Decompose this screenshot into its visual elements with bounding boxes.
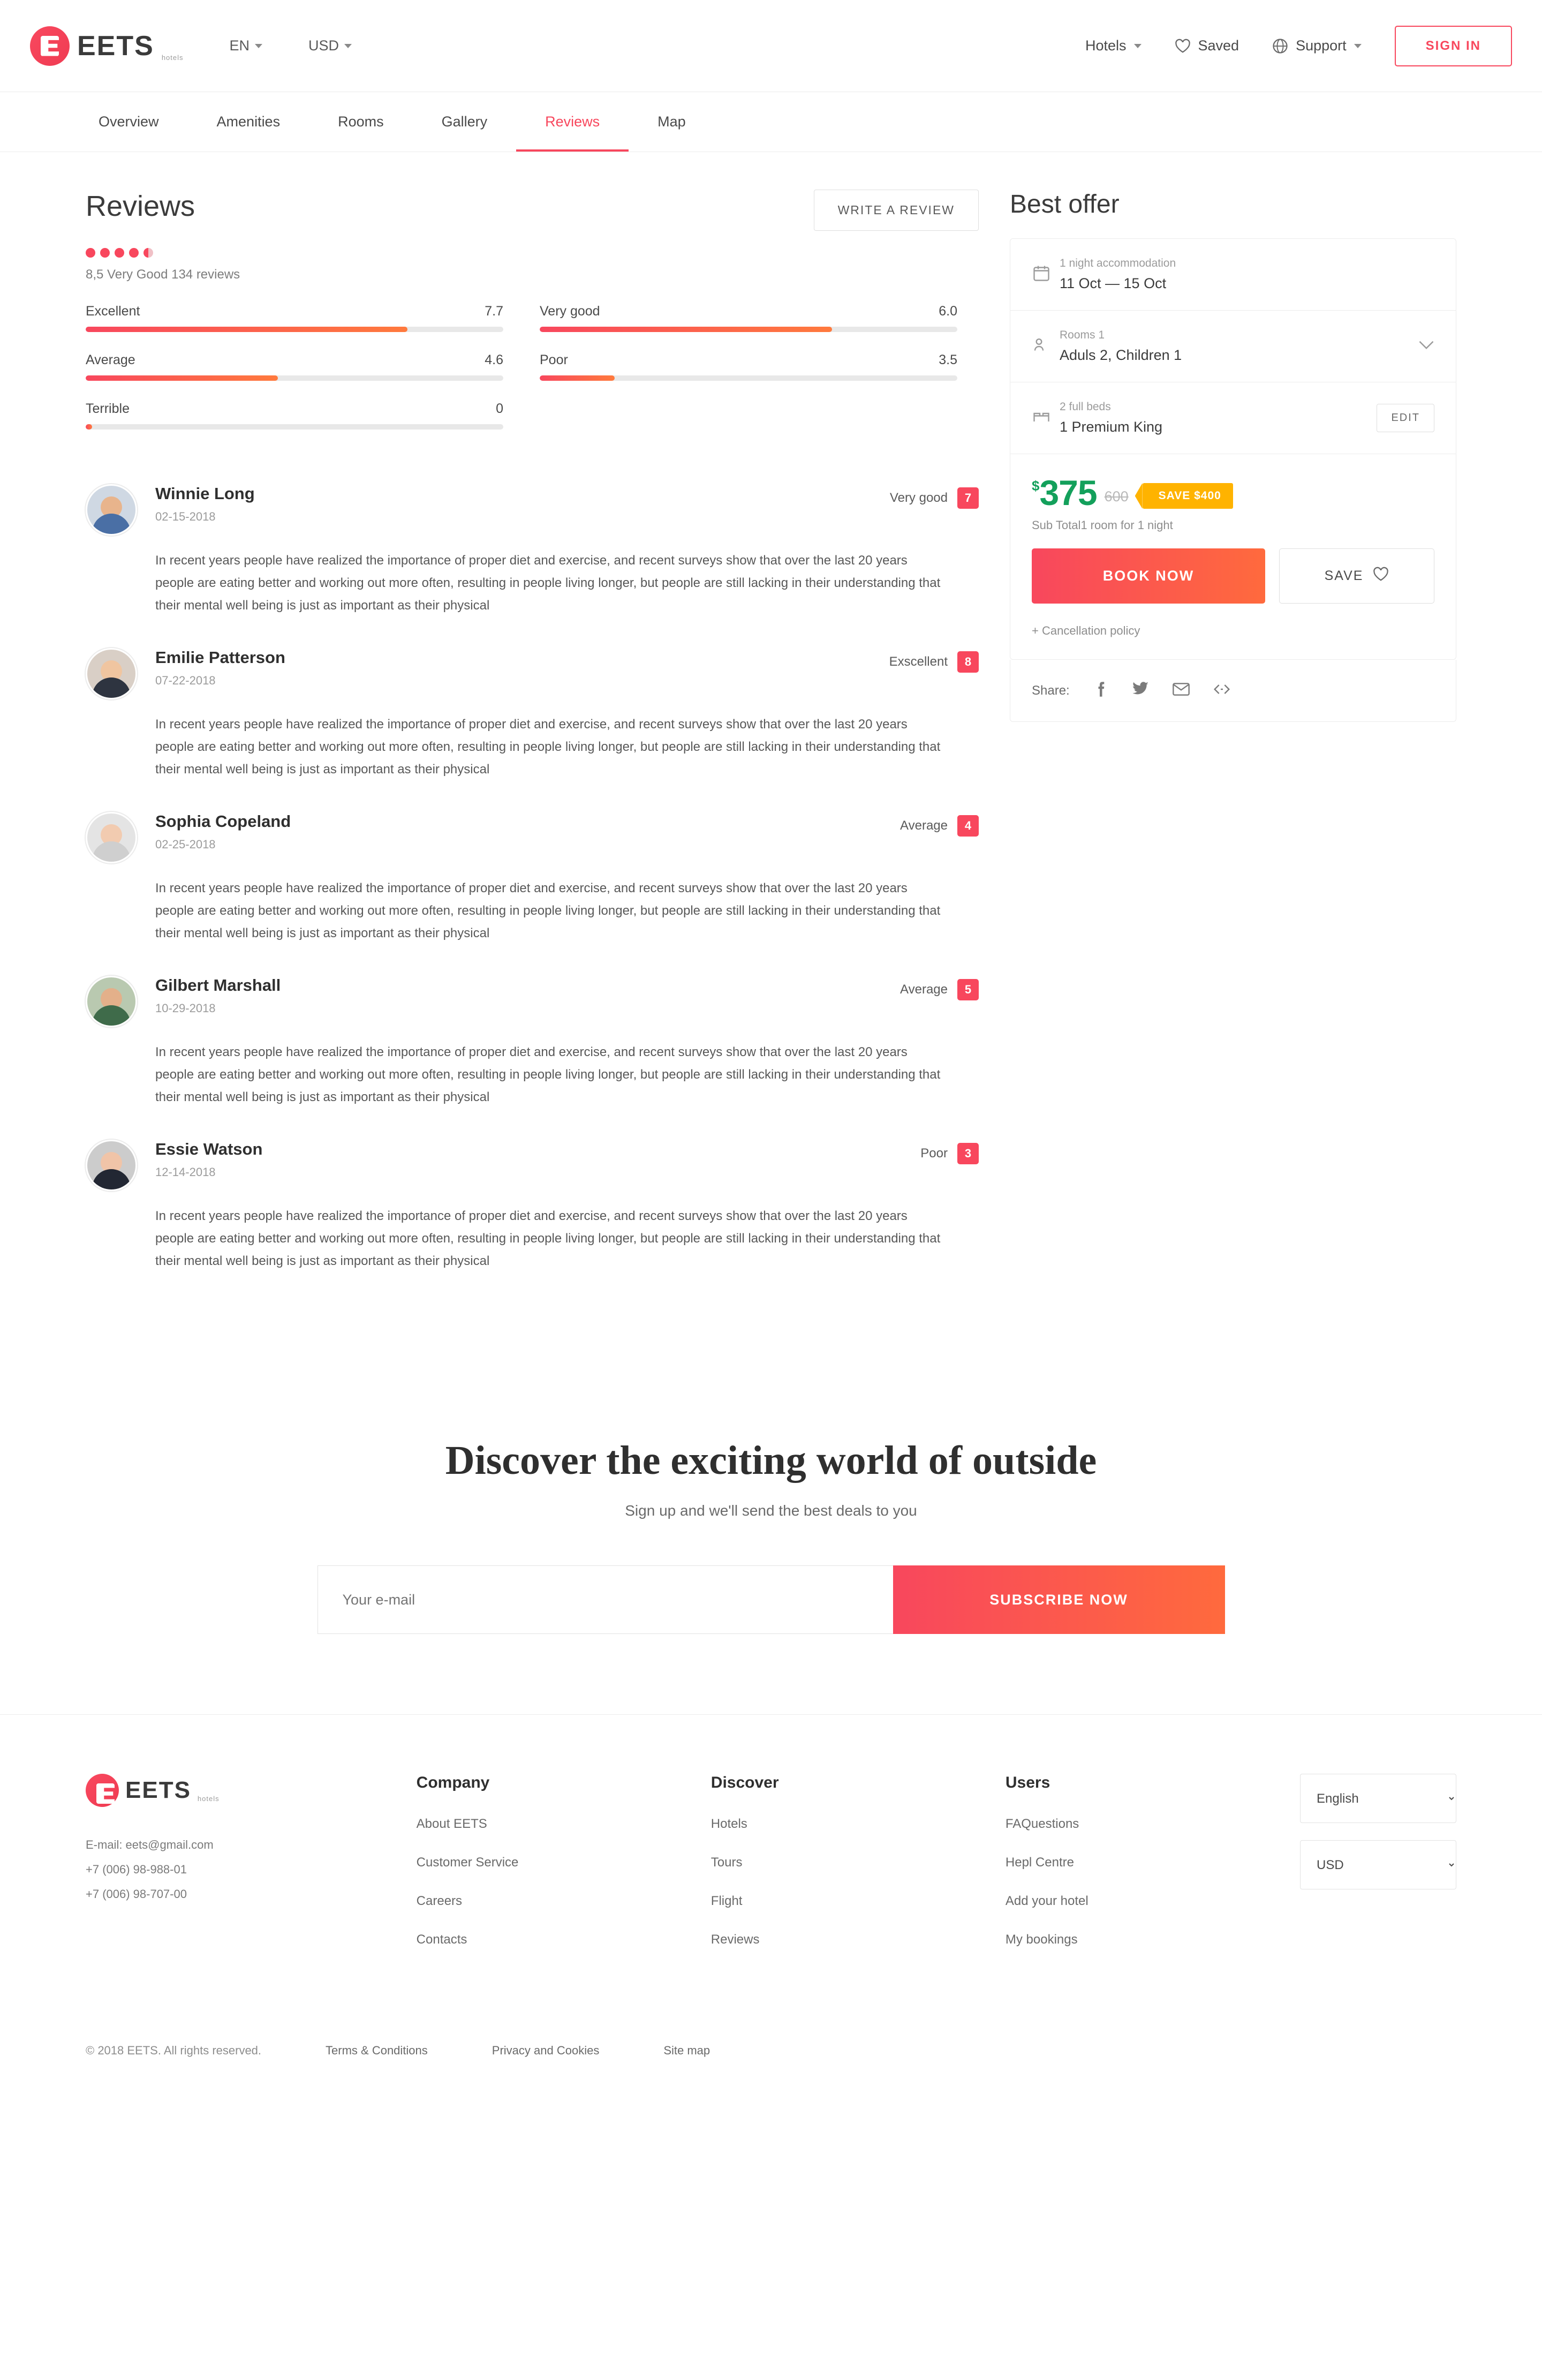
- footer-logo-text: EETS: [125, 1777, 191, 1803]
- subtotal-text: Sub Total1 room for 1 night: [1032, 518, 1173, 532]
- bar-value: 3.5: [939, 352, 957, 367]
- footer-logo-subtext: hotels: [197, 1795, 220, 1803]
- review-text: In recent years people have realized the importance of proper diet and exercise, and recent surveys show that over the last 20 years people are eating better and working out more often, resulting in people living longer, but people are still lacking in their understanding that their mental well being is just as important as their physical: [155, 1045, 941, 1104]
- top-header: [0, 0, 1542, 92]
- bar-fill: [86, 424, 92, 430]
- review-item: [86, 976, 979, 1109]
- newsletter-section: [0, 1437, 1542, 1714]
- write-review-button[interactable]: WRITE A REVIEW: [814, 190, 979, 231]
- review-score-label: Average: [900, 982, 948, 997]
- footer-link[interactable]: Flight: [710, 1894, 743, 1908]
- bar-label: Average: [86, 352, 135, 367]
- bar-value: 0: [496, 401, 503, 416]
- footer: [0, 1714, 1542, 2090]
- chevron-down-icon: [344, 44, 352, 48]
- sign-in-button[interactable]: SIGN IN: [1395, 26, 1512, 66]
- rating-breakdown: [86, 304, 979, 450]
- nav-support[interactable]: [1272, 37, 1362, 54]
- save-offer-label: SAVE: [1324, 568, 1364, 583]
- review-date: 12-14-2018: [155, 1165, 216, 1179]
- book-now-button[interactable]: BOOK NOW: [1032, 548, 1265, 604]
- chevron-down-icon: [1354, 44, 1362, 48]
- offer-card: [1010, 238, 1456, 660]
- bar-fill: [86, 375, 278, 381]
- bar-fill: [86, 327, 407, 332]
- footer-contacts: [86, 1833, 417, 1907]
- review-text: In recent years people have realized the importance of proper diet and exercise, and recent surveys show that over the last 20 years people are eating better and working out more often, resulting in people living longer, but people are still lacking in their understanding that their mental well being is just as important as their physical: [155, 881, 941, 940]
- footer-column-users: [1006, 1774, 1300, 1971]
- bed-icon: [1032, 407, 1060, 429]
- nav-support-label: Support: [1296, 37, 1347, 54]
- share-label: Share:: [1032, 683, 1070, 698]
- review-date: 10-29-2018: [155, 1001, 216, 1015]
- bar-track: [540, 375, 957, 381]
- review-score-badge: 4: [957, 815, 979, 837]
- footer-link[interactable]: Contacts: [416, 1932, 467, 1947]
- rating-bar-average: [86, 352, 503, 381]
- offer-guests-row[interactable]: [1010, 311, 1456, 382]
- review-score-badge: 8: [957, 651, 979, 673]
- footer-link[interactable]: Tours: [710, 1855, 743, 1870]
- chevron-down-icon: [255, 44, 262, 48]
- bar-fill: [540, 375, 615, 381]
- bar-track: [540, 327, 957, 332]
- review-score-label: Average: [900, 818, 948, 833]
- rating-dot: [100, 248, 110, 258]
- bar-value: 7.7: [485, 304, 503, 319]
- newsletter-form: [0, 1565, 1542, 1634]
- review-date: 02-25-2018: [155, 838, 216, 851]
- cancellation-policy-link[interactable]: + Cancellation policy: [1032, 624, 1140, 637]
- footer-link[interactable]: Hepl Centre: [1005, 1855, 1074, 1870]
- review-item: [86, 812, 979, 945]
- rating-summary: 8,5 Very Good 134 reviews: [86, 267, 240, 282]
- avatar: [86, 648, 137, 699]
- footer-link[interactable]: Hotels: [710, 1817, 747, 1831]
- offer-rooms-label: Rooms 1: [1060, 329, 1105, 341]
- review-text: In recent years people have realized the importance of proper diet and exercise, and recent surveys show that over the last 20 years people are eating better and working out more often, resulting in people living longer, but people are still lacking in their understanding that their mental well being is just as important as their physical: [155, 717, 941, 777]
- rating-dot: [129, 248, 139, 258]
- bar-track: [86, 375, 503, 381]
- page-title: Reviews: [86, 190, 195, 222]
- terms-link[interactable]: Terms & Conditions: [326, 2044, 428, 2057]
- logo-subtext: hotels: [161, 53, 184, 62]
- footer-heading: Discover: [710, 1774, 779, 1791]
- offer-actions: [1010, 548, 1456, 614]
- nav-hotels-label: Hotels: [1085, 37, 1127, 54]
- footer-preferences: [1300, 1774, 1456, 1971]
- logo-icon: [30, 26, 70, 66]
- reviewer-name: Sophia Copeland: [155, 812, 291, 831]
- offer-guests-value: Aduls 2, Children 1: [1060, 347, 1182, 363]
- footer-link[interactable]: Careers: [416, 1894, 463, 1908]
- review-date: 07-22-2018: [155, 674, 216, 687]
- bar-value: 6.0: [939, 304, 957, 319]
- nav-saved-label: Saved: [1198, 37, 1239, 54]
- heart-icon: [1175, 39, 1191, 54]
- logo-icon: [86, 1774, 119, 1807]
- privacy-link[interactable]: Privacy and Cookies: [492, 2044, 600, 2057]
- tab-overview[interactable]: Overview: [99, 114, 159, 130]
- email-input[interactable]: [318, 1565, 893, 1634]
- rating-dots: [86, 248, 979, 258]
- newsletter-title: Discover the exciting world of outside: [445, 1438, 1097, 1483]
- share-bar: [1010, 660, 1456, 722]
- tab-map[interactable]: Map: [657, 114, 686, 130]
- section-tabs: [0, 92, 1542, 152]
- reviews-header: [86, 190, 979, 231]
- newsletter-subtitle: Sign up and we'll send the best deals to you: [625, 1502, 917, 1519]
- reviews-column: [86, 190, 979, 1304]
- header-right: [1085, 26, 1512, 66]
- rating-bar-very-good: [540, 304, 957, 332]
- offer-column: [1010, 190, 1456, 1304]
- rating-dot-half: [143, 248, 153, 258]
- review-score-badge: 3: [957, 1143, 979, 1164]
- footer-link[interactable]: FAQuestions: [1005, 1817, 1079, 1831]
- bar-track: [86, 327, 503, 332]
- footer-link[interactable]: Add your hotel: [1005, 1894, 1089, 1908]
- sitemap-link[interactable]: Site map: [663, 2044, 710, 2057]
- bar-label: Excellent: [86, 304, 140, 319]
- review-text: In recent years people have realized the importance of proper diet and exercise, and recent surveys show that over the last 20 years people are eating better and working out more often, resulting in people living longer, but people are still lacking in their understanding that their mental well being is just as important as their physical: [155, 553, 941, 613]
- footer-heading: Company: [416, 1774, 490, 1791]
- review-score-label: Exscellent: [889, 654, 948, 669]
- currency-value: USD: [308, 37, 339, 54]
- review-score-badge: 7: [957, 487, 979, 509]
- calendar-icon: [1032, 263, 1060, 285]
- footer-bottom: [86, 2019, 1456, 2090]
- offer-beds-label: 2 full beds: [1060, 401, 1111, 413]
- language-value: EN: [229, 37, 250, 54]
- offer-title: Best offer: [1010, 190, 1120, 219]
- edit-room-button[interactable]: EDIT: [1377, 404, 1434, 432]
- email-icon[interactable]: [1173, 681, 1190, 700]
- reviewer-name: Gilbert Marshall: [155, 976, 281, 995]
- bar-label: Terrible: [86, 401, 130, 416]
- language-selector[interactable]: [230, 37, 263, 54]
- page-content: [0, 152, 1542, 1304]
- review-list: [86, 484, 979, 1272]
- footer-language-select[interactable]: [1300, 1774, 1456, 1823]
- footer-phone-1: +7 (006) 98-988-01: [86, 1863, 187, 1877]
- review-score-label: Very good: [889, 491, 948, 505]
- footer-logo[interactable]: [86, 1774, 417, 1807]
- reviewer-name: Emilie Patterson: [155, 648, 285, 667]
- chevron-down-icon: [1134, 44, 1142, 48]
- save-badge: SAVE $400: [1143, 483, 1233, 509]
- currency-selector[interactable]: [308, 37, 352, 54]
- offer-stay-dates: 11 Oct — 15 Oct: [1060, 275, 1167, 291]
- reviewer-name: Essie Watson: [155, 1140, 263, 1158]
- reviewer-name: Winnie Long: [155, 484, 255, 503]
- rating-bar-terrible: [86, 401, 503, 430]
- avatar: [86, 1140, 137, 1191]
- save-offer-button[interactable]: [1279, 548, 1434, 604]
- review-item: [86, 648, 979, 781]
- footer-link[interactable]: Customer Service: [416, 1855, 519, 1870]
- footer-link[interactable]: My bookings: [1005, 1932, 1078, 1947]
- offer-room-name: 1 Premium King: [1060, 419, 1163, 435]
- review-text: In recent years people have realized the importance of proper diet and exercise, and recent surveys show that over the last 20 years people are eating better and working out more often, resulting in people living longer, but people are still lacking in their understanding that their mental well being is just as important as their physical: [155, 1209, 941, 1268]
- review-item: [86, 484, 979, 617]
- footer-email[interactable]: E-mail: eets@gmail.com: [86, 1838, 214, 1851]
- logo-text: EETS: [77, 30, 154, 62]
- nav-saved[interactable]: [1175, 37, 1239, 54]
- chevron-down-icon[interactable]: [1418, 340, 1434, 353]
- footer-link[interactable]: About EETS: [416, 1817, 487, 1831]
- twitter-icon[interactable]: [1132, 681, 1149, 700]
- footer-column-discover: [711, 1774, 1006, 1971]
- bar-fill: [540, 327, 832, 332]
- rating-bar-poor: [540, 352, 957, 381]
- subscribe-button[interactable]: SUBSCRIBE NOW: [893, 1565, 1225, 1634]
- bar-track: [86, 424, 503, 430]
- globe-icon: [1272, 38, 1288, 54]
- bar-value: 4.6: [485, 352, 503, 367]
- footer-link[interactable]: Reviews: [710, 1932, 760, 1947]
- rating-bar-excellent: [86, 304, 503, 332]
- tab-gallery[interactable]: Gallery: [441, 114, 488, 130]
- price-value: 375: [1039, 473, 1097, 513]
- review-score-badge: 5: [957, 979, 979, 1000]
- footer-brand: [86, 1774, 417, 1971]
- copyright: © 2018 EETS. All rights reserved.: [86, 2044, 262, 2057]
- heart-icon: [1373, 567, 1389, 585]
- review-item: [86, 1140, 979, 1272]
- tab-amenities[interactable]: Amenities: [216, 114, 281, 130]
- bar-label: Very good: [540, 304, 600, 319]
- footer-currency-select[interactable]: [1300, 1840, 1456, 1889]
- avatar: [86, 484, 137, 536]
- footer-heading: Users: [1005, 1774, 1050, 1791]
- avatar: [86, 812, 137, 863]
- embed-icon[interactable]: [1213, 683, 1230, 698]
- facebook-icon[interactable]: [1093, 681, 1108, 700]
- price-row: [1010, 454, 1456, 518]
- avatar: [86, 976, 137, 1027]
- review-score-label: Poor: [920, 1146, 948, 1161]
- footer-column-company: [417, 1774, 711, 1971]
- offer-room-row: [1010, 382, 1456, 454]
- footer-phone-2: +7 (006) 98-707-00: [86, 1887, 187, 1901]
- rating-dot: [115, 248, 124, 258]
- review-date: 02-15-2018: [155, 510, 216, 523]
- offer-dates-row[interactable]: [1010, 239, 1456, 311]
- offer-stay-label: 1 night accommodation: [1060, 257, 1176, 269]
- guests-icon: [1032, 335, 1060, 357]
- nav-hotels[interactable]: [1085, 37, 1142, 54]
- logo[interactable]: [30, 26, 184, 66]
- old-price: 600: [1104, 488, 1129, 504]
- tab-rooms[interactable]: Rooms: [338, 114, 384, 130]
- tab-reviews[interactable]: Reviews: [516, 92, 629, 152]
- bar-label: Poor: [540, 352, 568, 367]
- rating-dot: [86, 248, 95, 258]
- currency-symbol: $: [1032, 478, 1040, 494]
